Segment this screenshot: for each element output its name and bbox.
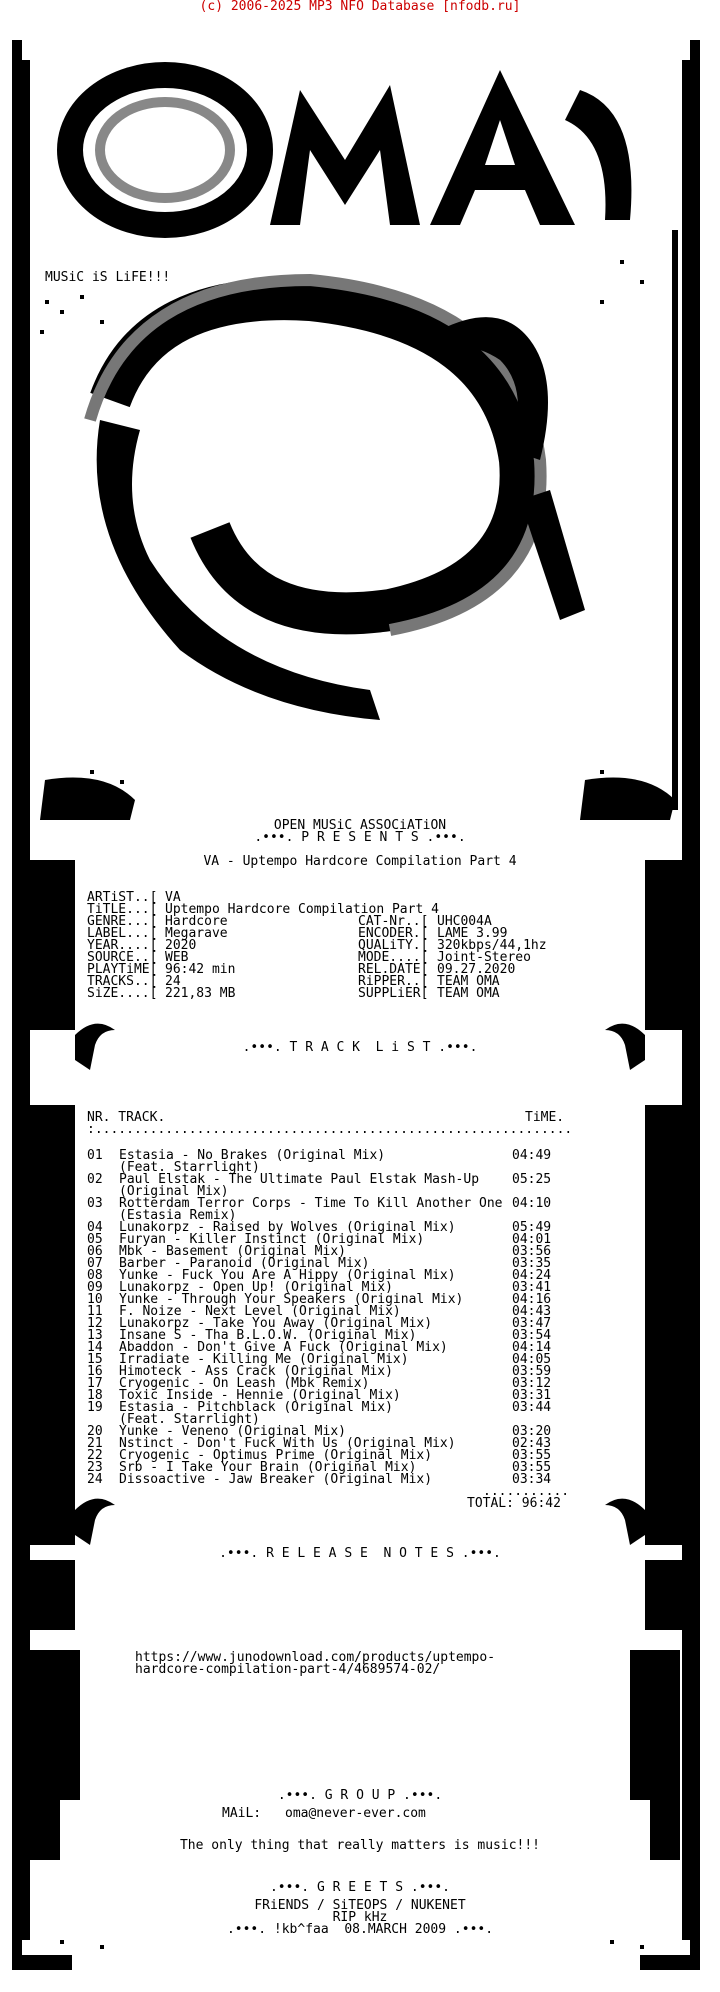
track-time: 03:41 bbox=[512, 1280, 552, 1295]
track-title: Insane S - Tha B.L.O.W. (Original Mix) bbox=[119, 1328, 417, 1343]
track-title: Estasia - No Brakes (Original Mix) bbox=[119, 1148, 386, 1163]
info-value: Hardcore bbox=[165, 914, 228, 929]
track-time: 04:49 bbox=[512, 1148, 552, 1163]
info-value: Uptempo Hardcore Compilation Part 4 bbox=[165, 902, 439, 917]
org-name: OPEN MUSiC ASSOCiATiON bbox=[273, 818, 447, 833]
track-time: 03:35 bbox=[512, 1256, 552, 1271]
track-number: 09 bbox=[87, 1280, 103, 1295]
track-time: 02:43 bbox=[512, 1436, 552, 1451]
site-header: (c) 2006-2025 MP3 NFO Database [nfodb.ru] bbox=[199, 0, 521, 14]
track-title: Lunakorpz - Raised by Wolves (Original Mix) bbox=[119, 1220, 456, 1235]
info-label: GENRE...[ bbox=[87, 914, 158, 929]
track-title: Lunakorpz - Take You Away (Original Mix) bbox=[119, 1316, 433, 1331]
track-number: 04 bbox=[87, 1220, 103, 1235]
tagline: MUSiC iS LiFE!!! bbox=[45, 270, 171, 285]
track-title: Estasia - Pitchblack (Original Mix) bbox=[119, 1400, 393, 1415]
tracklist-heading: .•••. T R A C K L i S T .•••. bbox=[242, 1040, 478, 1055]
track-time: 04:14 bbox=[512, 1340, 552, 1355]
track-time: 03:54 bbox=[512, 1328, 552, 1343]
info-label: SOURCE..[ bbox=[87, 950, 158, 965]
oma-logo-art bbox=[0, 0, 720, 820]
info-value: TEAM OMA bbox=[437, 986, 500, 1001]
greets-heading: .•••. G R E E T S .•••. bbox=[269, 1880, 450, 1895]
release-notes-link-line1[interactable]: https://www.junodownload.com/products/uptempo- bbox=[135, 1650, 496, 1665]
track-number: 03 bbox=[87, 1196, 103, 1211]
track-title: Irradiate - Killing Me (Original Mix) bbox=[119, 1352, 409, 1367]
greets-line1: FRiENDS / SiTEOPS / NUKENET bbox=[254, 1898, 466, 1913]
track-number: 17 bbox=[87, 1376, 103, 1391]
track-number: 24 bbox=[87, 1472, 103, 1487]
track-number: 05 bbox=[87, 1232, 103, 1247]
greets-footer: .•••. !kb^faa 08.MARCH 2009 .•••. bbox=[226, 1922, 494, 1937]
track-number: 08 bbox=[87, 1268, 103, 1283]
info-value: UHC004A bbox=[437, 914, 492, 929]
total-playtime: TOTAL: 96:42 bbox=[467, 1496, 561, 1511]
info-label: MODE....[ bbox=[358, 950, 429, 965]
group-motto: The only thing that really matters is music!!! bbox=[179, 1838, 541, 1853]
track-time: 05:49 bbox=[512, 1220, 552, 1235]
info-label: ENCODER.[ bbox=[358, 926, 429, 941]
group-heading: .•••. G R O U P .•••. bbox=[277, 1788, 443, 1803]
track-title: Nstinct - Don't Fuck With Us (Original Mix) bbox=[119, 1436, 456, 1451]
track-title: Furyan - Killer Instinct (Original Mix) bbox=[119, 1232, 425, 1247]
track-title: Dissoactive - Jaw Breaker (Original Mix) bbox=[119, 1472, 433, 1487]
track-title: (Estasia Remix) bbox=[119, 1208, 237, 1223]
track-time: 03:47 bbox=[512, 1316, 552, 1331]
track-number: 18 bbox=[87, 1388, 103, 1403]
track-time: 04:16 bbox=[512, 1292, 552, 1307]
track-number: 23 bbox=[87, 1460, 103, 1475]
info-value: LAME 3.99 bbox=[437, 926, 508, 941]
track-number: 02 bbox=[87, 1172, 103, 1187]
tracklist-col-nr: NR. TRACK. bbox=[87, 1110, 166, 1125]
track-time: 03:12 bbox=[512, 1376, 552, 1391]
track-title: Srb - I Take Your Brain (Original Mix) bbox=[119, 1460, 417, 1475]
track-title: Lunakorpz - Open Up! (Original Mix) bbox=[119, 1280, 393, 1295]
info-label: TiTLE...[ bbox=[87, 902, 158, 917]
track-time: 03:20 bbox=[512, 1424, 552, 1439]
track-time: 03:59 bbox=[512, 1364, 552, 1379]
info-label: RiPPER..[ bbox=[358, 974, 429, 989]
track-title: Toxic Inside - Hennie (Original Mix) bbox=[119, 1388, 401, 1403]
track-title: Mbk - Basement (Original Mix) bbox=[119, 1244, 346, 1259]
track-time: 03:55 bbox=[512, 1448, 552, 1463]
info-label: QUALiTY.[ bbox=[358, 938, 429, 953]
info-value: 96:42 min bbox=[165, 962, 236, 977]
track-title: (Feat. Starrlight) bbox=[119, 1160, 260, 1175]
track-title: Barber - Paranoid (Original Mix) bbox=[119, 1256, 370, 1271]
track-number: 07 bbox=[87, 1256, 103, 1271]
info-value: 2020 bbox=[165, 938, 197, 953]
track-time: 03:31 bbox=[512, 1388, 552, 1403]
release-notes-heading: .•••. R E L E A S E N O T E S .•••. bbox=[219, 1546, 501, 1561]
info-value: VA bbox=[165, 890, 181, 905]
info-label: TRACKS..[ bbox=[87, 974, 158, 989]
info-value: WEB bbox=[165, 950, 189, 965]
total-dots: ........... bbox=[483, 1484, 570, 1499]
info-value: TEAM OMA bbox=[437, 974, 500, 989]
track-number: 15 bbox=[87, 1352, 103, 1367]
info-label: REL.DATE[ bbox=[358, 962, 429, 977]
tracklist-col-time: TiME. bbox=[525, 1110, 565, 1125]
info-value: 09.27.2020 bbox=[437, 962, 516, 977]
track-time: 03:34 bbox=[512, 1472, 552, 1487]
track-time: 03:55 bbox=[512, 1460, 552, 1475]
info-label: SiZE....[ bbox=[87, 986, 158, 1001]
info-label: ARTiST..[ bbox=[87, 890, 158, 905]
track-number: 10 bbox=[87, 1292, 103, 1307]
track-time: 05:25 bbox=[512, 1172, 552, 1187]
track-number: 13 bbox=[87, 1328, 103, 1343]
mail-address[interactable]: oma@never-ever.com bbox=[285, 1806, 426, 1821]
info-value: 24 bbox=[165, 974, 181, 989]
info-label: YEAR....[ bbox=[87, 938, 158, 953]
track-number: 22 bbox=[87, 1448, 103, 1463]
track-time: 03:44 bbox=[512, 1400, 552, 1415]
presents-heading: .•••. P R E S E N T S .•••. bbox=[254, 830, 466, 845]
track-title: (Original Mix) bbox=[119, 1184, 229, 1199]
track-title: F. Noize - Next Level (Original Mix) bbox=[119, 1304, 401, 1319]
info-label: SUPPLiER[ bbox=[358, 986, 429, 1001]
track-number: 11 bbox=[87, 1304, 103, 1319]
track-title: Yunke - Fuck You Are A Hippy (Original Mix) bbox=[119, 1268, 456, 1283]
track-time: 04:43 bbox=[512, 1304, 552, 1319]
track-number: 12 bbox=[87, 1316, 103, 1331]
info-value: 320kbps/44,1hz bbox=[437, 938, 547, 953]
track-title: Himoteck - Ass Crack (Original Mix) bbox=[119, 1364, 393, 1379]
track-time: 04:24 bbox=[512, 1268, 552, 1283]
track-time: 03:56 bbox=[512, 1244, 552, 1259]
track-title: Abaddon - Don't Give A Fuck (Original Mix) bbox=[119, 1340, 448, 1355]
track-number: 01 bbox=[87, 1148, 103, 1163]
greets-line2: RIP kHz bbox=[332, 1910, 388, 1925]
track-time: 04:10 bbox=[512, 1196, 552, 1211]
info-value: Joint-Stereo bbox=[437, 950, 531, 965]
track-title: Cryogenic - Optimus Prime (Original Mix) bbox=[119, 1448, 433, 1463]
track-title: Paul Elstak - The Ultimate Paul Elstak Mash-Up bbox=[119, 1172, 480, 1187]
mail-label: MAiL: bbox=[222, 1806, 262, 1821]
info-value: 221,83 MB bbox=[165, 986, 236, 1001]
track-number: 19 bbox=[87, 1400, 103, 1415]
track-number: 16 bbox=[87, 1364, 103, 1379]
track-title: Cryogenic - On Leash (Mbk Remix) bbox=[119, 1376, 370, 1391]
track-number: 06 bbox=[87, 1244, 103, 1259]
track-title: Rotterdam Terror Corps - Time To Kill Another One bbox=[119, 1196, 503, 1211]
info-label: CAT-Nr..[ bbox=[358, 914, 429, 929]
track-number: 21 bbox=[87, 1436, 103, 1451]
track-title: Yunke - Through Your Speakers (Original Mix) bbox=[119, 1292, 464, 1307]
track-number: 20 bbox=[87, 1424, 103, 1439]
track-time: 04:05 bbox=[512, 1352, 552, 1367]
release-title: VA - Uptempo Hardcore Compilation Part 4 bbox=[203, 854, 517, 869]
track-title: Yunke - Veneno (Original Mix) bbox=[119, 1424, 346, 1439]
info-label: PLAYTiME[ bbox=[87, 962, 158, 977]
info-label: LABEL...[ bbox=[87, 926, 158, 941]
track-title: (Feat. Starrlight) bbox=[119, 1412, 260, 1427]
track-number: 14 bbox=[87, 1340, 103, 1355]
release-notes-link-line2[interactable]: hardcore-compilation-part-4/4689574-02/ bbox=[135, 1662, 441, 1677]
track-time: 04:01 bbox=[512, 1232, 552, 1247]
tracklist-divider: :............................................................. bbox=[87, 1122, 573, 1137]
info-value: Megarave bbox=[165, 926, 228, 941]
